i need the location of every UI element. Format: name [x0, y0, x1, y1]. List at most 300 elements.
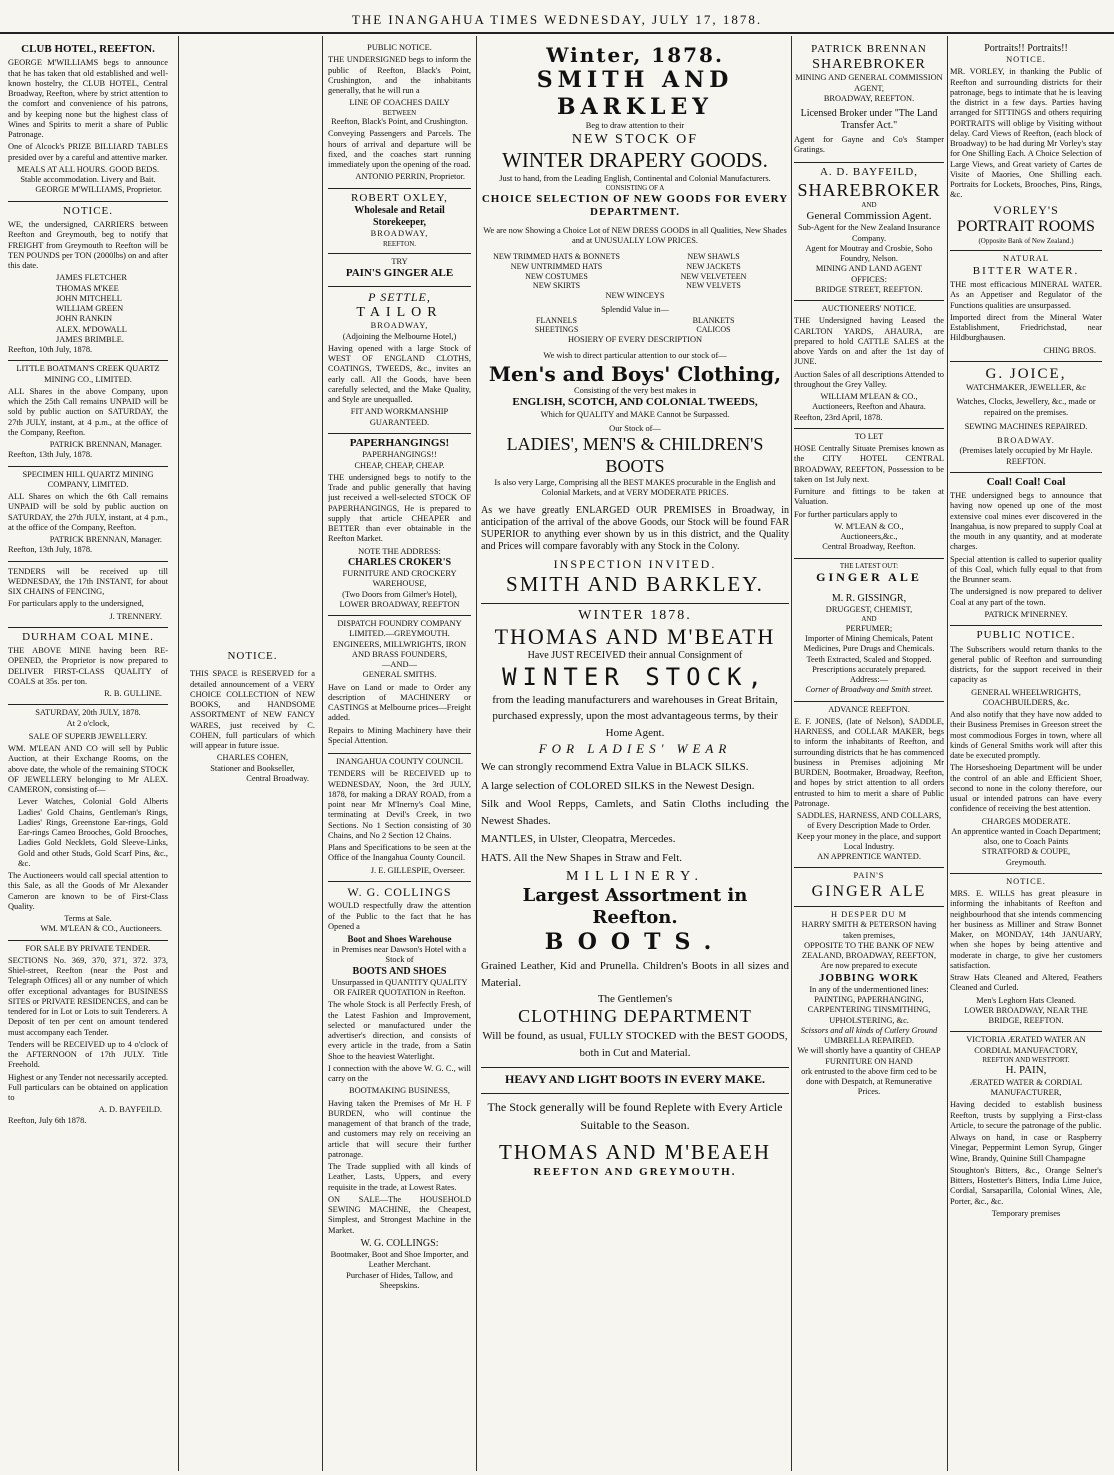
- coach-notice: [328, 40, 471, 189]
- to-let-ad: [794, 429, 944, 559]
- dispatch-foundry-ad: [328, 616, 471, 754]
- ad-line: Will be found, as usual, FULLY STOCKED with the BEST GOODS, both in Cut and Material.: [482, 1030, 788, 1059]
- ad-line: TRY: [391, 257, 408, 267]
- ad-line: Have JUST RECEIVED their annual Consignment of: [527, 650, 743, 662]
- goods-item: NEW SHAWLS: [687, 252, 740, 262]
- ad-headline: JOBBING WORK: [818, 971, 920, 984]
- ad-line: Purchaser of Hides, Tallow, and Sheepskins.: [346, 1270, 453, 1290]
- ad-line: BOOTS AND SHOES: [352, 965, 447, 977]
- ad-body: WE, the undersigned, CARRIERS between Reefton and Greymouth, beg to notify that FREIGHT from Greymouth to Reefton will be TEN POUNDS per TON (2000lbs) on and after this date.: [8, 220, 168, 271]
- ad-signature: A. D. BAYFEILD.: [98, 1105, 162, 1115]
- sale-time: At 2 o'clock,: [66, 718, 110, 728]
- ad-body: We can strongly recommend Extra Value in BLACK SILKS.: [481, 761, 749, 774]
- ad-line: Consisting of the very best makes in: [574, 385, 696, 395]
- carrier-name: WILLIAM GREEN: [56, 304, 124, 314]
- coal-ad: [950, 473, 1102, 626]
- ad-line: We wish to direct particular attention to our stock of—: [543, 351, 727, 361]
- ad-body: Having decided to establish business Reefton, trusts by supplying a First-class Article, to secure the patronage of the public.: [950, 1100, 1102, 1130]
- ad-line: Bootmaker, Boot and Shoe Importer, and Leather Merchant.: [330, 1250, 469, 1270]
- settle-tailor-ad: [328, 287, 471, 434]
- ad-signature: ANTONIO PERRIN, Proprietor.: [355, 172, 465, 182]
- joice-ad: [950, 362, 1102, 473]
- ad-body: Conveying Passengers and Parcels. The hours of arrival and departure will be fixed, and the coaches start running immediately upon the opening of the road.: [328, 129, 471, 170]
- ad-body: Repairs to Mining Machinery have their Special Attention.: [328, 725, 471, 745]
- ad-title: P SETTLE,: [368, 289, 431, 304]
- collings-ad: [328, 882, 471, 1296]
- column-1: [8, 40, 168, 1470]
- carrier-list: [8, 273, 168, 345]
- pains-ginger-ad: [794, 868, 944, 907]
- ad-line: NOTICE.: [1006, 55, 1046, 65]
- ad-line: PAPERHANGINGS!!: [362, 450, 437, 460]
- ad-title: Coal! Coal! Coal: [986, 475, 1066, 488]
- ad-body: THE UNDERSIGNED begs to inform the public of Reefton, Black's Point, Crushington, and the inhabitants generally, that he will run a: [328, 55, 471, 95]
- ad-signature: WILLIAM M'LEAN & CO.,: [820, 392, 918, 402]
- ad-line: LOWER BROADWAY, NEAR THE BRIDGE, REEFTON.: [964, 1005, 1088, 1026]
- ad-line: BETWEEN: [382, 108, 417, 117]
- ad-title: W. G. COLLINGS: [347, 884, 452, 899]
- jones-saddler-ad: [794, 702, 944, 869]
- goods-item: NEW TRIMMED HATS & BONNETS: [493, 252, 620, 262]
- ad-body: SECTIONS No. 369, 370, 371, 372. 373, Shiel-street, Reefton (near the Post and Telegraph Offices) all or any number of which offer exceptional advantages for BUSINESS SITES or PRIVATE RESIDENCES, and can be tendered for in Lot or Lots to suit Tenderers. A Deposit of ten per cent on amount tendered must accompany each Tender.: [8, 955, 168, 1037]
- ad-line: OFFICES:: [851, 274, 887, 284]
- ad-line: REEFTON AND GREYMOUTH.: [533, 1165, 737, 1178]
- ad-date: Reefton, 23rd April, 1878.: [794, 412, 883, 422]
- bayfeild-ad: [794, 163, 944, 301]
- ad-line: (Two Doors from Gilmer's Hotel),: [342, 589, 457, 599]
- ad-headline: Men's and Boys' Clothing,: [488, 361, 782, 386]
- ad-line: Scissors and all kinds of Cutlery Ground: [800, 1025, 938, 1035]
- ad-line: Keep your money in the place, and support Local Industry.: [796, 831, 942, 851]
- ad-line: INSPECTION INVITED.: [553, 557, 717, 572]
- column-divider: [476, 36, 477, 1471]
- ad-body: The Horseshoeing Department will be under the control of an able and Efficient Shoer, second to none in the colony therefore, our usual or intended patrons can have every confidence of receiving the best attention.: [950, 763, 1102, 814]
- ad-line: Corner of Broadway and Smith street.: [805, 685, 933, 695]
- column-5: [794, 40, 944, 1470]
- ad-line: SEWING MACHINES REPAIRED.: [964, 421, 1088, 431]
- tenders-notice: [8, 562, 168, 628]
- ad-line: Central Broadway, Reefton.: [822, 542, 916, 552]
- goods-item: NEW SKIRTS: [532, 281, 581, 291]
- ad-body: HOSE Centrally Situate Premises known as the CITY HOTEL CENTRAL BROADWAY, REEFTON, Possession to be taken on 1st July next.: [794, 444, 944, 484]
- ad-line: DRUGGEST, CHEMIST,: [825, 605, 913, 614]
- ad-line: An apprentice wanted in Coach Department; also, one to Coach Paints: [951, 826, 1101, 847]
- ad-headline: GINGER ALE: [811, 882, 927, 900]
- ad-line: NEW WINCEYS: [605, 291, 665, 301]
- ad-line: PAINTING, PAPERHANGING, CARPENTERING TINSMITHING, UPHOLSTERING, &c.: [807, 995, 931, 1025]
- ad-line: Sub-Agent for the New Zealand Insurance Company.: [797, 223, 941, 243]
- ad-line: NEW STOCK OF: [571, 132, 699, 148]
- ad-signature: CHING BROS.: [1043, 345, 1096, 355]
- ad-body: A large selection of COLORED SILKS in the Newest Design.: [481, 779, 755, 792]
- boatman-notice: [8, 361, 168, 466]
- ad-signature: GEORGE M'WILLIAMS, Proprietor.: [35, 185, 162, 195]
- goods-item: BLANKETS: [692, 315, 735, 325]
- ad-line: Auctioneers,&c.,: [840, 532, 898, 542]
- ad-line: PAIN'S: [853, 871, 885, 881]
- ad-date: Reefton, 13th July, 1878.: [8, 545, 93, 555]
- ad-line: SHAREBROKER: [812, 57, 926, 73]
- ad-line: (Adjoining the Melbourne Hotel,): [342, 331, 457, 341]
- specimen-notice: [8, 467, 168, 562]
- column-2: [190, 40, 315, 1470]
- ad-line: GENERAL WHEELWRIGHTS, COACHBUILDERS, &c.: [971, 687, 1081, 707]
- ad-title: Portraits!! Portraits!!: [984, 43, 1068, 54]
- auctioneers-notice: [794, 301, 944, 429]
- ad-line: TAILOR: [356, 305, 443, 321]
- ad-signature: J. TRENNERY.: [109, 611, 162, 621]
- ad-line: Our Stock of—: [609, 423, 661, 433]
- ad-line: Temporary premises: [991, 1208, 1061, 1218]
- ad-title: PATRICK BRENNAN: [811, 43, 927, 55]
- pain-aerated-water-ad: [950, 1032, 1102, 1224]
- header-rule: [0, 32, 1114, 34]
- ad-headline: MILLINERY.: [566, 869, 704, 885]
- ad-line: Teeth Extracted, Scaled and Stopped.: [806, 654, 932, 664]
- ad-headline: BOOTS.: [544, 929, 726, 956]
- ad-line: Are now prepared to execute: [820, 961, 918, 971]
- ad-body: Special attention is called to superior quality of this Coal, which fully equal to that from the Brunner seam.: [950, 554, 1102, 585]
- ad-title: PUBLIC NOTICE.: [976, 629, 1076, 642]
- ad-line: GENERAL SMITHS.: [362, 670, 437, 680]
- ad-body: The whole Stock is all Perfectly Fresh, of the Latest Fashion and Improvement, selected or manufactured under the advertiser's direction, and consists of every article in the trade, from a Satin Shoe to the heaviest Waterlight.: [328, 1000, 471, 1061]
- ad-line: Agent for Moutray and Crosbie, Soho Foundry, Nelson.: [805, 243, 933, 264]
- ad-line: Is also very Large, Comprising all the BEST MAKES procurable in the English and Colonial Markets, and at VERY MODERATE PRICES.: [494, 478, 776, 498]
- ginger-ale-ad: [328, 254, 471, 287]
- ad-signature: R. B. GULLINE.: [104, 689, 162, 699]
- ad-body: And also notify that they have now added to their Business Premises in Greeson street the most commodious Forges in town, where all kinds of General Smiths work will after this date be executed promptly.: [950, 710, 1102, 761]
- ad-body: Furniture and fittings to be taken at Valuation.: [794, 487, 944, 507]
- ad-body: Lever Watches, Colonial Gold Alberts Ladies' Gold Chains, Gentleman's Rings, Ladies' Rings, Greenstone Ear-rings, Gold Ear-rings Cameo Brooches, Gold Brooches, Ladies Gold Necklets, Gold Sleeve-Links, Gold and other Studs, Gold Scarf Pins, &c., &c.: [18, 797, 168, 868]
- ad-headline: GINGER ALE: [816, 570, 922, 585]
- ad-title: M. R. GISSINGR,: [831, 592, 907, 604]
- ad-title: DISPATCH FOUNDRY COMPANY LIMITED.—GREYMOUTH.: [337, 619, 462, 639]
- ad-body: I connection with the above W. G. C., will carry on the: [328, 1063, 471, 1084]
- goods-item: FLANNELS: [536, 315, 577, 325]
- ad-title: WINTER 1878.: [578, 607, 692, 623]
- ad-body: THE Undersigned having Leased the CARLTON YARDS, AHAURA, are prepared to hold CATTLE SALES at the above Yards on and after the 1st day of JUNE.: [794, 316, 944, 367]
- goods-item: CALICOS: [696, 325, 731, 335]
- ad-line: The Stock generally will be found Replete with Every Article Suitable to the Season.: [481, 1093, 789, 1134]
- ad-body: WOULD respectfully draw the attention of the Public to the fact that he has Opened a: [328, 901, 471, 931]
- firm-name: SMITH AND BARKLEY: [536, 67, 734, 121]
- ad-headline: HEAVY AND LIGHT BOOTS IN EVERY MAKE.: [481, 1067, 789, 1087]
- ad-body: THE ABOVE MINE having been RE-OPENED, the Proprietor is now prepared to DELIVER FIRST-CLASS QUALITY of COALS at 35s. per ton.: [8, 646, 168, 686]
- cohen-notice: [190, 650, 315, 784]
- wills-notice: [950, 874, 1102, 1033]
- ad-line: BROADWAY, REEFTON.: [823, 93, 915, 103]
- ad-line: ork entrusted to the above firm ced to be done with Despatch, at Remunerative Prices.: [801, 1066, 937, 1097]
- ad-line: Stable accommodation. Livery and Bait.: [20, 175, 156, 185]
- ad-line: CONSISTING OF A: [605, 184, 665, 193]
- ad-body: MRS. E. WILLS has great pleasure in informing the inhabitants of Reefton and neighbourhood that she intends commencing her business as Milliner and Straw Bonnet Maker, on MONDAY, 14th JANUARY, when she hopes by being attentive and moderate in charge, to give her customers satisfaction.: [950, 889, 1102, 970]
- ad-title: DURHAM COAL MINE.: [22, 630, 154, 643]
- goods-grid: [481, 252, 789, 291]
- gissing-ad: [794, 559, 944, 702]
- ad-signature: PATRICK M'INERNEY.: [984, 609, 1068, 619]
- ad-body: Have on Land or made to Order any description of MACHINERY or CASTINGS at Melbourne prices—Freight added.: [328, 682, 471, 723]
- paperhangings-ad: [328, 434, 471, 616]
- firm-name: THOMAS AND M'BEAEH: [499, 1140, 771, 1165]
- ad-title: PUBLIC NOTICE.: [367, 43, 432, 52]
- carriers-notice: [8, 202, 168, 362]
- sale-date: SATURDAY, 20th JULY, 1878.: [35, 708, 141, 718]
- column-divider: [947, 36, 948, 1471]
- ad-body: One of Alcock's PRIZE BILLIARD TABLES presided over by a careful and attentive marker.: [8, 142, 168, 162]
- ad-body: THE most efficacious MINERAL WATER. As an Appetiser and Regulator of the Functions qualities are unsurpassed.: [950, 280, 1102, 310]
- ad-line: LOWER BROADWAY, REEFTON: [339, 599, 460, 609]
- ad-body: Auction Sales of all descriptions Attended to throughout the Grey Valley.: [794, 369, 944, 389]
- ad-title: INANGAHUA COUNTY COUNCIL: [336, 757, 463, 767]
- ad-body: THE undersigned begs to announce that having now opened up one of the most extensive coal mines ever discovered in the Inangahua, is now prepared to supply Coal at the mouth in any quantity, and at moderate charges.: [950, 491, 1102, 552]
- ad-line: Auctioneers, Reefton and Ahaura.: [812, 402, 926, 412]
- ad-headline: FOR LADIES' WEAR: [538, 741, 732, 757]
- ad-title: G. JOICE,: [985, 365, 1067, 382]
- smith-barkley-ad: [481, 40, 789, 604]
- ad-headline: Largest Assortment in Reefton.: [522, 885, 748, 929]
- goods-item: SHEETINGS: [534, 325, 579, 335]
- ad-body: TENDERS will be received up till WEDNESDAY, the 17th INSTANT, for about SIX CHAINS of FENCING,: [8, 566, 168, 597]
- ad-headline: PORTRAIT ROOMS: [957, 218, 1095, 236]
- ad-body: As we have greatly ENLARGED OUR PREMISES in Broadway, in anticipation of the arrival of the above Goods, our Stock will be found FAR SUPERIOR to anything ever shown by us in this district, and the Quality and Prices will compare favorably with any Stock in the Colony.: [481, 504, 789, 553]
- carrier-name: THOMAS M'KEE: [56, 283, 119, 293]
- ad-body: Stoughton's Bitters, &c., Orange Selner's Bitters, Hostetter's Bitters, India Lime Juice, Cordial, Sarsaparilla, Colonial Wines, Ale, Porter, &c., &c.: [950, 1165, 1102, 1206]
- ad-headline: CLOTHING DEPARTMENT: [518, 1006, 752, 1027]
- ad-body: THE undersigned begs to notify to the Trade and public generally that having just received a well-selected STOCK OF PAPERHANGINGS, He is prepared to supply that article CHEAPER and BETTER than ever obtainable in the Reefton Market.: [328, 472, 471, 544]
- ad-headline: LADIES', MEN'S & CHILDREN'S BOOTS: [506, 434, 764, 477]
- ad-signature: PATRICK BRENNAN, Manager.: [49, 535, 162, 545]
- ad-title: A. D. BAYFEILD,: [819, 166, 918, 179]
- ad-line: ÆRATED WATER & CORDIAL MANUFACTURER,: [969, 1077, 1083, 1098]
- ad-body: Agent for Gayne and Co's Stamper Gratings.: [794, 134, 944, 154]
- ad-line: Which for QUALITY and MAKE Cannot be Surpassed.: [540, 409, 730, 419]
- vorley-ad: [950, 40, 1102, 251]
- ad-line: Terms at Sale.: [64, 914, 112, 924]
- newspaper-masthead: THE INANGAHUA TIMES WEDNESDAY, JULY 17, 1878.: [351, 12, 763, 27]
- ad-line: In any of the undermentioned lines:: [809, 984, 929, 994]
- ad-line: We are now Showing a Choice Lot of NEW DRESS GOODS in all Qualities, New Shades and at UNUSUALLY LOW PRICES.: [483, 225, 787, 245]
- jewellery-sale-ad: [8, 705, 168, 940]
- ad-signature: Stationer and Bookseller,: [210, 763, 295, 773]
- ad-date: Reefton, 10th July, 1878.: [8, 345, 93, 355]
- ad-body: The Trade supplied with all kinds of Leather, Lasts, Uppers, and every requisite in the trade, at Lowest Rates.: [328, 1162, 471, 1192]
- ad-line: Prescriptions accurately prepared.: [812, 664, 926, 674]
- ad-line: (Opposite Bank of New Zealand.): [978, 236, 1074, 245]
- firm-name: SMITH AND BARKLEY.: [506, 571, 764, 596]
- ad-line: Unsurpassed in QUANTITY QUALITY OR FAIRER QUOTATION in Reefton.: [331, 977, 468, 998]
- ad-title: PAPERHANGINGS!: [349, 436, 450, 449]
- ad-title: AUCTIONEERS' NOTICE.: [821, 304, 917, 314]
- column-6: [950, 40, 1102, 1470]
- ad-body: Imported direct from the Mineral Water Establishment, Friedrichstad, near Hildburghausen.: [950, 312, 1102, 343]
- ad-line: Wholesale and Retail Storekeeper,: [354, 204, 445, 229]
- ad-line: THE LATEST OUT:: [839, 561, 899, 570]
- oxley-ad: [328, 189, 471, 255]
- ad-line: Boot and Shoes Warehouse: [347, 934, 452, 945]
- ad-line: PERFUMER;: [845, 623, 893, 633]
- ad-line: Men's Leghorn Hats Cleaned.: [976, 995, 1076, 1005]
- ad-line: Reefton, Black's Point, and Crushington.: [331, 117, 468, 127]
- ad-title: NOTICE.: [62, 204, 114, 217]
- ad-line: BRIDGE STREET, REEFTON.: [815, 284, 923, 294]
- ad-headline: VORLEY'S: [993, 202, 1059, 217]
- ad-headline: WINTER STOCK,: [502, 662, 768, 691]
- ad-line: from the leading manufacturers and warehouses in Great Britain, purchased expressly, upon the most advantageous terms, by their Home Agent.: [492, 693, 778, 739]
- ad-line: Importer of Mining Chemicals, Patent Medicines, Pure Drugs and Chemicals.: [803, 634, 935, 654]
- goods-item: NEW JACKETS: [686, 261, 741, 271]
- ad-title: SPECIMEN HILL QUARTZ MINING COMPANY, LIMITED.: [22, 469, 154, 489]
- ad-line: SHAREBROKER: [797, 179, 941, 200]
- ad-signature: W. G. COLLINGS:: [360, 1237, 439, 1249]
- ad-title: LITTLE BOATMAN'S CREEK QUARTZ MINING CO., LIMITED.: [16, 364, 160, 384]
- ad-title: Winter, 1878.: [546, 43, 724, 67]
- goods-item: NEW VELVETS: [686, 281, 741, 291]
- ad-headline: H. PAIN,: [1005, 1064, 1047, 1077]
- ad-line: Greymouth.: [1005, 857, 1047, 867]
- ad-line: (Premises lately occupied by Mr Hayle.: [959, 446, 1093, 456]
- ad-title: H DESPER DU M: [830, 910, 908, 920]
- ad-headline: ENGLISH, SCOTCH, AND COLONIAL TWEEDS,: [512, 396, 758, 409]
- private-tender-ad: [8, 941, 168, 1131]
- ad-line: UMBRELLA REPAIRED.: [824, 1036, 914, 1046]
- ad-line: Just to hand, from the Leading English, Continental and Colonial Manufacturers.: [499, 173, 771, 183]
- column-4: [481, 40, 789, 1470]
- ad-line: CHEAP, CHEAP, CHEAP.: [354, 460, 445, 470]
- ad-body: Grained Leather, Kid and Prunella. Children's Boots in all sizes and Material.: [481, 960, 789, 989]
- ad-line: The Gentlemen's: [597, 993, 673, 1006]
- carrier-name: JOHN RANKIN: [56, 314, 113, 324]
- ad-line: BROADWAY.: [997, 436, 1055, 446]
- ad-line: LINE OF COACHES DAILY: [349, 98, 450, 108]
- ad-body: THIS SPACE is RESERVED for a detailed announcement of a VERY CHOICE COLLECTION of NEW BOOKS, and HANDSOME ASSORTMENT of NEW FANCY WARES, just received by C. COHEN, full particulars of which will appear in future issue.: [190, 669, 315, 751]
- ad-signature: STRATFORD & COUPE,: [981, 847, 1071, 857]
- ad-line: FIT AND WORKMANSHIP GUARANTEED.: [350, 407, 449, 427]
- column-3: [328, 40, 471, 1470]
- ad-line: General Commission Agent.: [806, 210, 932, 222]
- ad-title: TO LET: [854, 431, 884, 441]
- ad-line: Watches, Clocks, Jewellery, &c., made or repaired on the premises.: [956, 397, 1096, 417]
- ad-signature: J. E. GILLESPIE, Overseer.: [370, 865, 465, 875]
- smith-peterson-ad: [794, 907, 944, 1103]
- ad-title: FOR SALE BY PRIVATE TENDER.: [25, 943, 151, 953]
- ad-signature: WM. M'LEAN & CO., Auctioneers.: [40, 924, 162, 934]
- ad-line: NATURAL: [1002, 254, 1050, 264]
- ad-line: SADDLES, HARNESS, AND COLLARS, of Every Description Made to Order.: [796, 811, 942, 831]
- column-divider: [791, 36, 792, 1471]
- ad-line: HARRY SMITH & PETERSON having taken premises,: [801, 920, 937, 940]
- ad-line: BROADWAY,: [370, 321, 429, 331]
- thomas-mbeath-ad: [481, 604, 789, 1185]
- ad-line: CHARLES CROKER'S: [347, 556, 452, 568]
- wheelwrights-notice: [950, 626, 1102, 874]
- ad-line: WATCHMAKER, JEWELLER, &c: [965, 383, 1087, 393]
- ad-line: REEFTON.: [382, 239, 417, 248]
- club-hotel-ad: [8, 40, 168, 202]
- ad-line: HOSIERY OF EVERY DESCRIPTION: [567, 335, 703, 345]
- ad-signature: W. M'LEAN & CO.,: [834, 521, 904, 531]
- ad-body: Highest or any Tender not necessarily accepted. Full particulars can be obtained on application to: [8, 1072, 168, 1103]
- ad-title: PAIN'S GINGER ALE: [345, 267, 454, 280]
- durham-coal-ad: [8, 628, 168, 706]
- ad-line: REEFTON AND WESTPORT.: [982, 1055, 1070, 1064]
- carrier-name: JAMES BRIMBLE.: [56, 334, 124, 344]
- goods-item: NEW VELVETEEN: [680, 271, 747, 281]
- ad-body: Plans and Specifications to be seen at the Office of the Inangahua County Council.: [328, 843, 471, 863]
- ad-body: ON SALE—The HOUSEHOLD SEWING MACHINE, the Cheapest, Simplest, and Strongest Machine in the Market.: [328, 1194, 471, 1235]
- ad-title: BITTER WATER.: [972, 264, 1080, 277]
- ad-title: ROBERT OXLEY,: [351, 191, 448, 204]
- carrier-name: JOHN MITCHELL: [56, 293, 122, 303]
- page-header: [0, 0, 1114, 40]
- ad-line: ENGINEERS, MILLWRIGHTS, IRON AND BRASS FOUNDERS,: [332, 639, 467, 659]
- ad-line: MEALS AT ALL HOURS. GOOD BEDS.: [16, 164, 160, 174]
- ad-line: Splendid Value in—: [601, 305, 669, 315]
- ad-body: MANTLES, in Ulster, Cleopatra, Mercedes.: [481, 833, 676, 846]
- ad-title: ADVANCE REEFTON.: [828, 704, 910, 714]
- ad-body: The Auctioneers would call special attention to this Sale, as all the Goods of Mr Alexander Cameron are known to be of First-Class Quality.: [8, 871, 168, 911]
- ad-line: CHARGES MODERATE.: [981, 816, 1071, 826]
- column-divider: [178, 36, 179, 1471]
- ad-line: Beg to draw attention to their: [585, 121, 685, 131]
- ad-body: The Subscribers would return thanks to the general public of Reefton and surrounding districts, for the support received in their capacity as: [950, 644, 1102, 685]
- ad-line: AND: [861, 615, 877, 624]
- ad-title: VICTORIA ÆRATED WATER AN CORDIAL MANUFACTORY,: [966, 1035, 1086, 1055]
- ad-line: in Premises near Dawson's Hotel with a Stock of: [332, 945, 467, 965]
- goods-grid: [481, 316, 789, 336]
- ad-signature: CHARLES COHEN,: [216, 753, 289, 763]
- ad-body: HATS. All the New Shapes in Straw and Felt.: [481, 851, 683, 864]
- ad-body: Tenders will be RECEIVED up to 4 o'clock of the AFTERNOON of 17th JULY. Title Freehold.: [8, 1039, 168, 1070]
- ad-body: For further particulars apply to: [794, 509, 898, 519]
- bitter-water-ad: [950, 251, 1102, 361]
- ad-line: Address:—: [849, 675, 889, 685]
- ad-date: Reefton, July 6th 1878.: [8, 1115, 87, 1125]
- ad-line: FURNITURE AND CROCKERY WAREHOUSE,: [342, 569, 457, 589]
- ad-title: NOTICE.: [1006, 876, 1046, 886]
- ad-line: REEFTON.: [1006, 456, 1046, 466]
- ad-body: Silk and Wool Repps, Camlets, and Satin Cloths including the Newest Shades.: [481, 798, 789, 827]
- ad-signature: Central Broadway.: [246, 773, 309, 783]
- ad-body: WM. M'LEAN AND CO will sell by Public Auction, at their Exchange Rooms, on the above date, the whole of the remaining STOCK OF JEWELLERY belonging to Mr ALEX. CAMERON, consisting of—: [8, 744, 168, 795]
- ad-body: Straw Hats Cleaned and Altered, Feathers Cleaned and Curled.: [950, 973, 1102, 993]
- ad-body: ALL Shares in the above Company, upon which the 25th Call remains UNPAID will be sold by public auction on SATURDAY, the 27th JULY, instant, at 4 p.m., at the office of the Company, Reefton.: [8, 386, 168, 437]
- ad-signature: PATRICK BRENNAN, Manager.: [49, 440, 162, 450]
- goods-item: NEW UNTRIMMED HATS: [510, 261, 603, 271]
- column-divider: [322, 36, 323, 1471]
- brennan-ad: [794, 40, 944, 163]
- ad-line: NOTE THE ADDRESS:: [358, 546, 441, 556]
- ad-line: We will shortly have a quantity of CHEAP FURNITURE ON HAND: [797, 1046, 941, 1066]
- ad-headline: WINTER DRAPERY GOODS.: [502, 148, 768, 173]
- ad-line: Licensed Broker under "The Land Transfer Act.": [800, 108, 938, 132]
- ad-line: —AND—: [382, 660, 417, 670]
- ad-title: SALE OF SUPERB JEWELLERY.: [28, 731, 148, 741]
- ad-line: MINING AND LAND AGENT: [815, 264, 923, 274]
- ad-body: Having opened with a large Stock of WEST OF ENGLAND CLOTHS, COATINGS, TWEEDS, &c., invites an early call. All the Goods, have been carefully selected, and the Make Quality, and Style are unequalled.: [328, 343, 471, 405]
- goods-item: NEW COSTUMES: [525, 271, 588, 281]
- ad-body: Always on hand, in case or Raspberry Vinegar, Peppermint Lemon Syrup, Ginger Wine, Brandy, Quinine Still Champagne: [950, 1133, 1102, 1163]
- ad-line: AND: [861, 201, 877, 210]
- ad-line: OPPOSITE TO THE BANK OF NEW ZEALAND, BROADWAY, REEFTON,: [801, 940, 937, 961]
- ad-headline: CHOICE SELECTION OF NEW GOODS FOR EVERY DEPARTMENT.: [481, 192, 789, 219]
- ad-body: GEORGE M'WILLIAMS begs to announce that he has taken that old established and well-known hostelry, the CLUB HOTEL, Central Broadway, Reefton, where by strict attention to the comfort and convenience of his patrons, and by keeping none but the highest class of Wines and Spirits to merit a share of Public Patronage.: [8, 58, 168, 140]
- firm-name: THOMAS AND M'BEATH: [494, 623, 776, 649]
- ad-date: Reefton, 13th July, 1878.: [8, 450, 93, 460]
- ad-body: TENDERS will be RECEIVED up to WEDNESDAY, Noon, the 3rd JULY, 1878, for making a DRAY ROAD, from a point near Mr M'Inerny's Coal Mine, terminating at Devil's Creek, in two Sections. No 1 Section consisting of 30 Chains, and No 2 Section 12 Chains.: [328, 769, 471, 840]
- ad-line: BOOTMAKING BUSINESS,: [349, 1086, 450, 1096]
- ad-line: MINING AND GENERAL COMMISSION AGENT,: [795, 73, 943, 93]
- ad-body: Having taken the Premises of Mr H. F BURDEN, who will continue the management of that branch of the trade, and customers may rely on receiving an article that will secure their further patronage.: [328, 1098, 471, 1159]
